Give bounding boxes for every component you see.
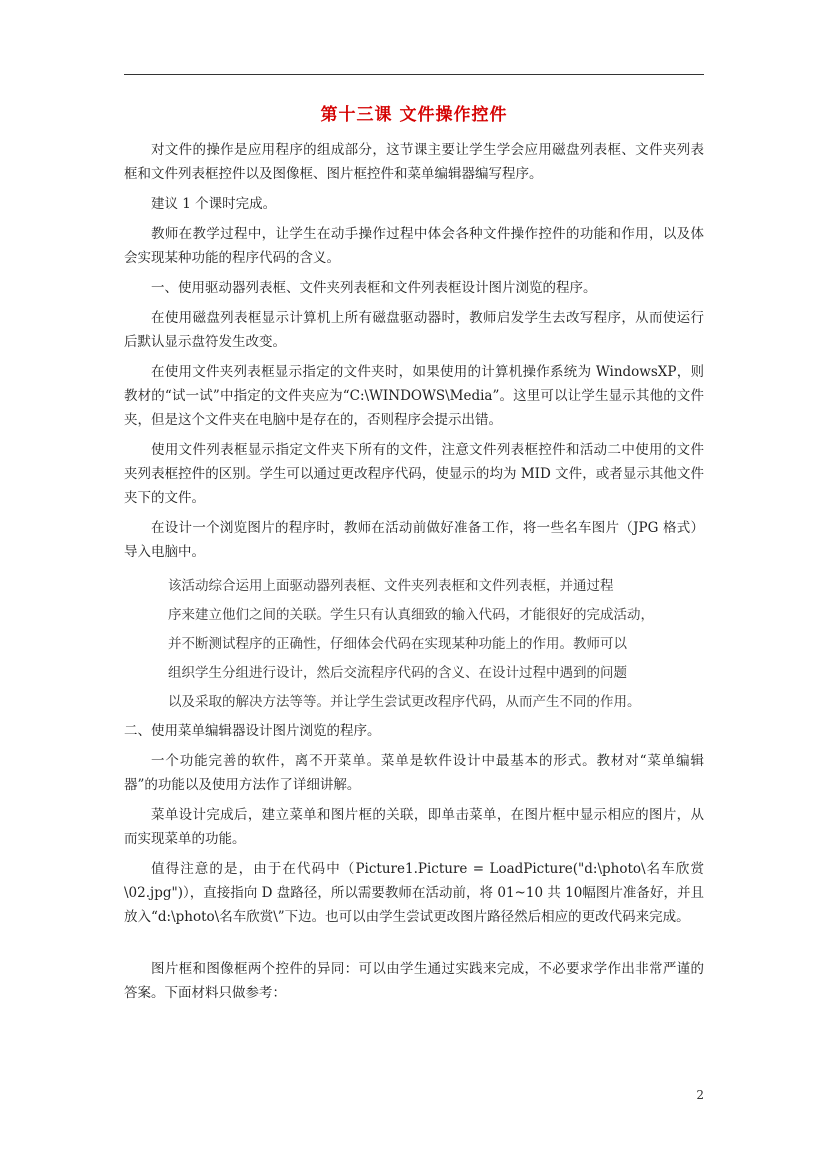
activity-note-block [124, 572, 704, 717]
note-line: 并不断测试程序的正确性，仔细体会代码在实现某种功能上的作用。教师可以 [168, 636, 627, 652]
paragraph: 图片框和图像框两个控件的异同：可以由学生通过实践来完成，不必要求学作出非常严谨的答案。下面材料只做参考： [124, 961, 704, 1001]
paragraph: 菜单设计完成后，建立菜单和图片框的关联，即单击菜单，在图片框中显示相应的图片，从而实现菜单的功能。 [124, 807, 704, 847]
paragraph: 教师在教学过程中，让学生在动手操作过程中体会各种文件操作控件的功能和作用，以及体会实现某种功能的程序代码的含义。 [124, 226, 704, 266]
paragraph: 一个功能完善的软件，离不开菜单。菜单是软件设计中最基本的形式。教材对“菜单编辑器”的功能以及使用方法作了详细讲解。 [124, 753, 704, 793]
paragraph: 值得注意的是，由于在代码中（Picture1.Picture = LoadPicture("d:\photo\名车欣赏\02.jpg")），直接指向 D 盘路径，所以需要教师在活动前，将 01~10 共 10幅图片准备好，并且放入“d:\photo\名车欣赏\”下边。也可以由学生尝试更改图片路径然后相应的更改代码来完成。 [124, 861, 704, 925]
page-number: 2 [696, 1088, 704, 1102]
lesson-title: 第十三课 文件操作控件 [320, 105, 508, 125]
body-content [124, 138, 704, 1011]
paragraph: 在设计一个浏览图片的程序时，教师在活动前做好准备工作，将一些名车图片（JPG 格式）导入电脑中。 [124, 520, 704, 560]
paragraph: 在使用磁盘列表框显示计算机上所有磁盘驱动器时，教师启发学生去改写程序，从而使运行后默认显示盘符发生改变。 [124, 310, 704, 350]
note-line: 该活动综合运用上面驱动器列表框、文件夹列表框和文件列表框，并通过程 [168, 578, 614, 594]
section-two-heading: 二、使用菜单编辑器设计图片浏览的程序。 [124, 723, 381, 739]
spacer [124, 935, 704, 957]
paragraph: 对文件的操作是应用程序的组成部分，这节课主要让学生学会应用磁盘列表框、文件夹列表框和文件列表框控件以及图像框、图片框控件和菜单编辑器编写程序。 [124, 142, 704, 182]
note-line: 序来建立他们之间的关联。学生只有认真细致的输入代码，才能很好的完成活动， [168, 607, 654, 623]
paragraph: 建议 1 个课时完成。 [151, 196, 277, 212]
note-line: 组织学生分组进行设计，然后交流程序代码的含义、在设计过程中遇到的问题 [168, 665, 627, 681]
note-line: 以及采取的解决方法等等。并让学生尝试更改程序代码，从而产生不同的作用。 [168, 694, 641, 710]
paragraph: 在使用文件夹列表框显示指定的文件夹时，如果使用的计算机操作系统为 WindowsXP，则教材的“试一试”中指定的文件夹应为“C:\WINDOWS\Media”。这里可以让学生显示其他的文件夹，但是这个文件夹在电脑中是存在的，否则程序会提示出错。 [124, 364, 704, 428]
section-one-heading: 一、使用驱动器列表框、文件夹列表框和文件列表框设计图片浏览的程序。 [151, 280, 597, 296]
paragraph: 使用文件列表框显示指定文件夹下所有的文件，注意文件列表框控件和活动二中使用的文件夹列表框控件的区别。学生可以通过更改程序代码，使显示的均为 MID 文件，或者显示其他文件夹下的文件。 [124, 442, 704, 506]
header-rule [124, 74, 704, 75]
